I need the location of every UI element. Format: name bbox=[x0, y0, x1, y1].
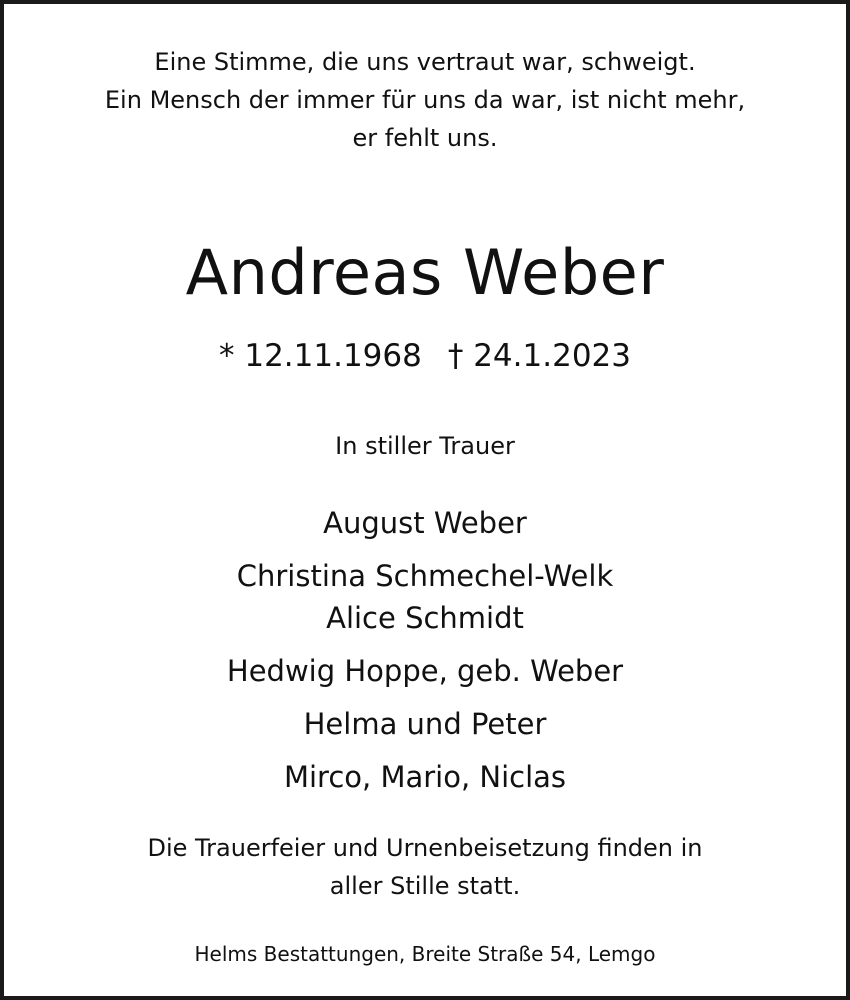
quote-line-1: Eine Stimme, die uns vertraut war, schweigt. bbox=[154, 48, 696, 76]
mourner-name: Helma und Peter bbox=[303, 707, 547, 741]
ceremony-notice-line-1: Die Trauerfeier und Urnenbeisetzung finden in bbox=[147, 834, 703, 862]
mourner-name: Christina Schmechel-Welk bbox=[236, 559, 614, 593]
ceremony-notice-line-2: aller Stille statt. bbox=[329, 872, 521, 900]
mourner-name: Alice Schmidt bbox=[326, 601, 524, 635]
life-dates bbox=[4, 338, 846, 375]
mourner-name: August Weber bbox=[323, 506, 527, 540]
mourning-intro: In stiller Trauer bbox=[335, 432, 515, 460]
mourner-name: Hedwig Hoppe, geb. Weber bbox=[226, 654, 624, 688]
quote-line-3: er fehlt uns. bbox=[352, 124, 498, 152]
quote-line-2: Ein Mensch der immer für uns da war, ist nicht mehr, bbox=[104, 86, 746, 114]
death-date: † 24.1.2023 bbox=[447, 338, 631, 374]
funeral-home-footer: Helms Bestattungen, Breite Straße 54, Lemgo bbox=[194, 942, 656, 966]
mourner-name: Mirco, Mario, Niclas bbox=[283, 760, 567, 794]
birth-date: * 12.11.1968 bbox=[219, 338, 422, 374]
deceased-name: Andreas Weber bbox=[185, 236, 665, 309]
